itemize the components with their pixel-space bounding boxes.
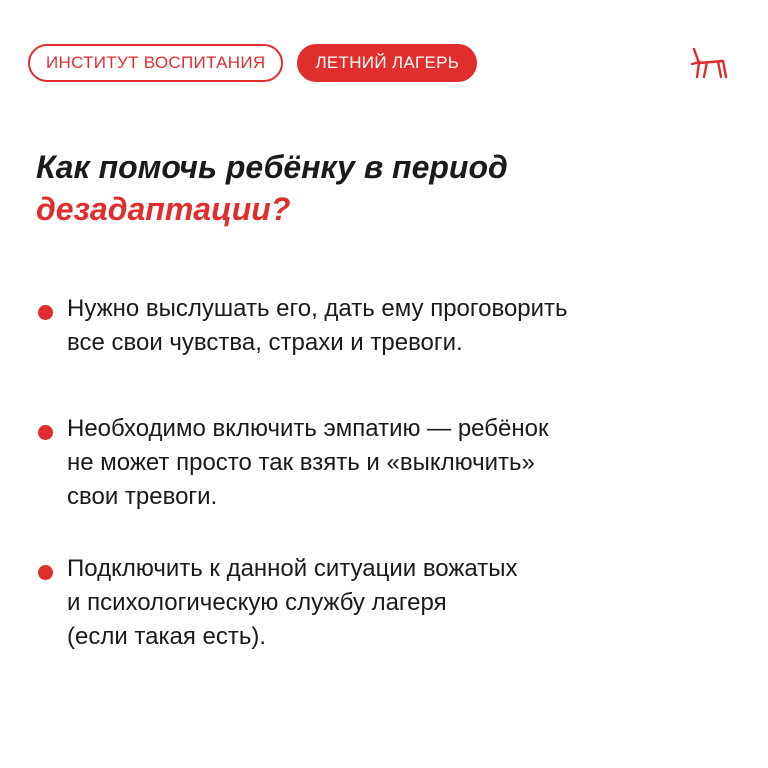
bullet-text: и психологическую службу лагеря	[67, 589, 447, 616]
list-item	[36, 552, 518, 654]
bullet-text: свои тревоги.	[67, 483, 218, 510]
bullet-dot-icon	[38, 425, 53, 440]
tag-camp: ЛЕТНИЙ ЛАГЕРЬ	[297, 44, 477, 82]
bullet-dot-icon	[38, 565, 53, 580]
page-title	[36, 146, 736, 230]
bullet-dot-icon	[38, 305, 53, 320]
bullet-text: все свои чувства, страхи и тревоги.	[67, 329, 463, 356]
bullet-text: Подключить к данной ситуации вожатых	[67, 555, 518, 582]
title-line-2: дезадаптации?	[36, 191, 291, 227]
tags-row	[28, 44, 477, 82]
bullet-text: Нужно выслушать его, дать ему проговорить	[67, 295, 568, 322]
title-line-1: Как помочь ребёнку в период	[36, 149, 508, 185]
tag-institute: ИНСТИТУТ ВОСПИТАНИЯ	[28, 44, 283, 82]
bullet-text: Необходимо включить эмпатию — ребёнок	[67, 415, 549, 442]
bullet-text: (если такая есть).	[67, 623, 267, 650]
list-item	[36, 412, 548, 514]
list-item	[36, 292, 568, 360]
bullet-text: не может просто так взять и «выключить»	[67, 449, 535, 476]
chair-logo-icon	[690, 46, 730, 80]
